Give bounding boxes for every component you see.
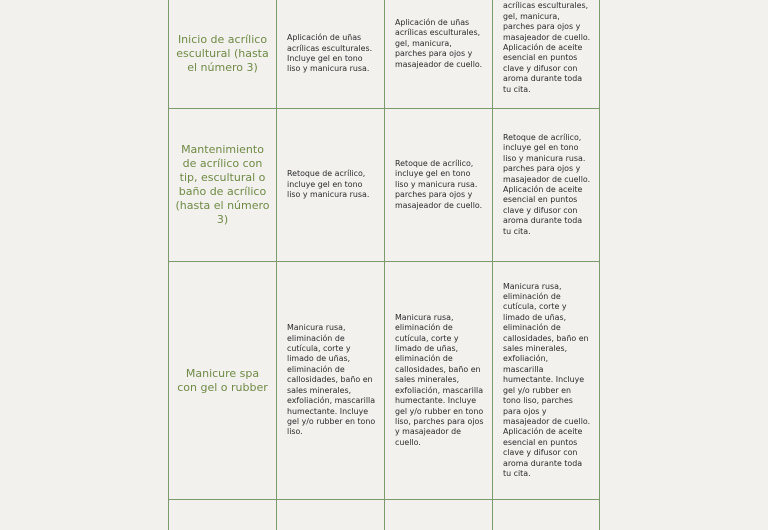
package-description: Manicura rusa, eliminación de cutícula, corte y limado de uñas, eliminación de callosidades, baño en sales minerales, exfoliación, mascarilla humectante. Incluye gel y/o rubber en tono liso, parches para ojos y masajeador de cuello. Aplicación de aceite esencial en puntos clave y difusor con aroma durante toda tu cita. [503, 281, 591, 478]
table-row [169, 262, 276, 499]
package-description: acrílicas esculturales, gel, manicura, parches para ojos y masajeador de cuello. Aplicación de aceite esencial en puntos clave y difusor con aroma durante toda tu cita. [503, 1, 591, 94]
package-cell [277, 109, 384, 261]
services-table [168, 0, 600, 530]
package-description: Aplicación de uñas acrílicas esculturales. Incluye gel en tono liso y manicura rusa. [287, 33, 373, 74]
table-border [168, 499, 600, 500]
service-name: Mantenimiento de acrílico con tip, escultural o baño de acrílico (hasta el número 3) [175, 143, 270, 226]
table-row [169, 109, 276, 261]
package-cell [385, 109, 492, 261]
service-name: Manicure spa con gel o rubber [177, 366, 268, 394]
package-description: Retoque de acrílico, incluye gel en tono liso y manicura rusa. [287, 169, 370, 200]
package-description: Manicura rusa, eliminación de cutícula, corte y limado de uñas, eliminación de callosidades, baño en sales minerales, exfoliación, mascarilla humectante. Incluye gel y/o rubber en tono liso. [287, 323, 376, 437]
package-description: Manicura rusa, eliminación de cutícula, corte y limado de uñas, eliminación de callosidades, baño en sales minerales, exfoliación, mascarilla humectante. Incluye gel y/o rubber en tono liso, parches para ojos y masajeador de cuello. [395, 312, 484, 447]
package-description: Retoque de acrílico, incluye gel en tono liso y manicura rusa. parches para ojos y masajeador de cuello. [395, 158, 483, 210]
package-cell [385, 262, 492, 499]
package-cell [277, 262, 384, 499]
table-row [169, 0, 276, 108]
package-cell [277, 0, 384, 108]
table-border [599, 0, 600, 530]
package-description: Aplicación de uñas acrílicas esculturales, gel, manicura, parches para ojos y masajeador de cuello. [395, 17, 483, 69]
service-name: Inicio de acrílico escultural (hasta el número 3) [176, 33, 269, 74]
package-cell [385, 0, 492, 98]
package-cell [493, 0, 599, 96]
package-description: Retoque de acrílico, incluye gel en tono liso y manicura rusa. parches para ojos y masajeador de cuello. Aplicación de aceite esencial en puntos clave y difusor con aroma durante toda tu cita. [503, 132, 591, 236]
package-cell [493, 262, 599, 499]
package-cell [493, 109, 599, 261]
